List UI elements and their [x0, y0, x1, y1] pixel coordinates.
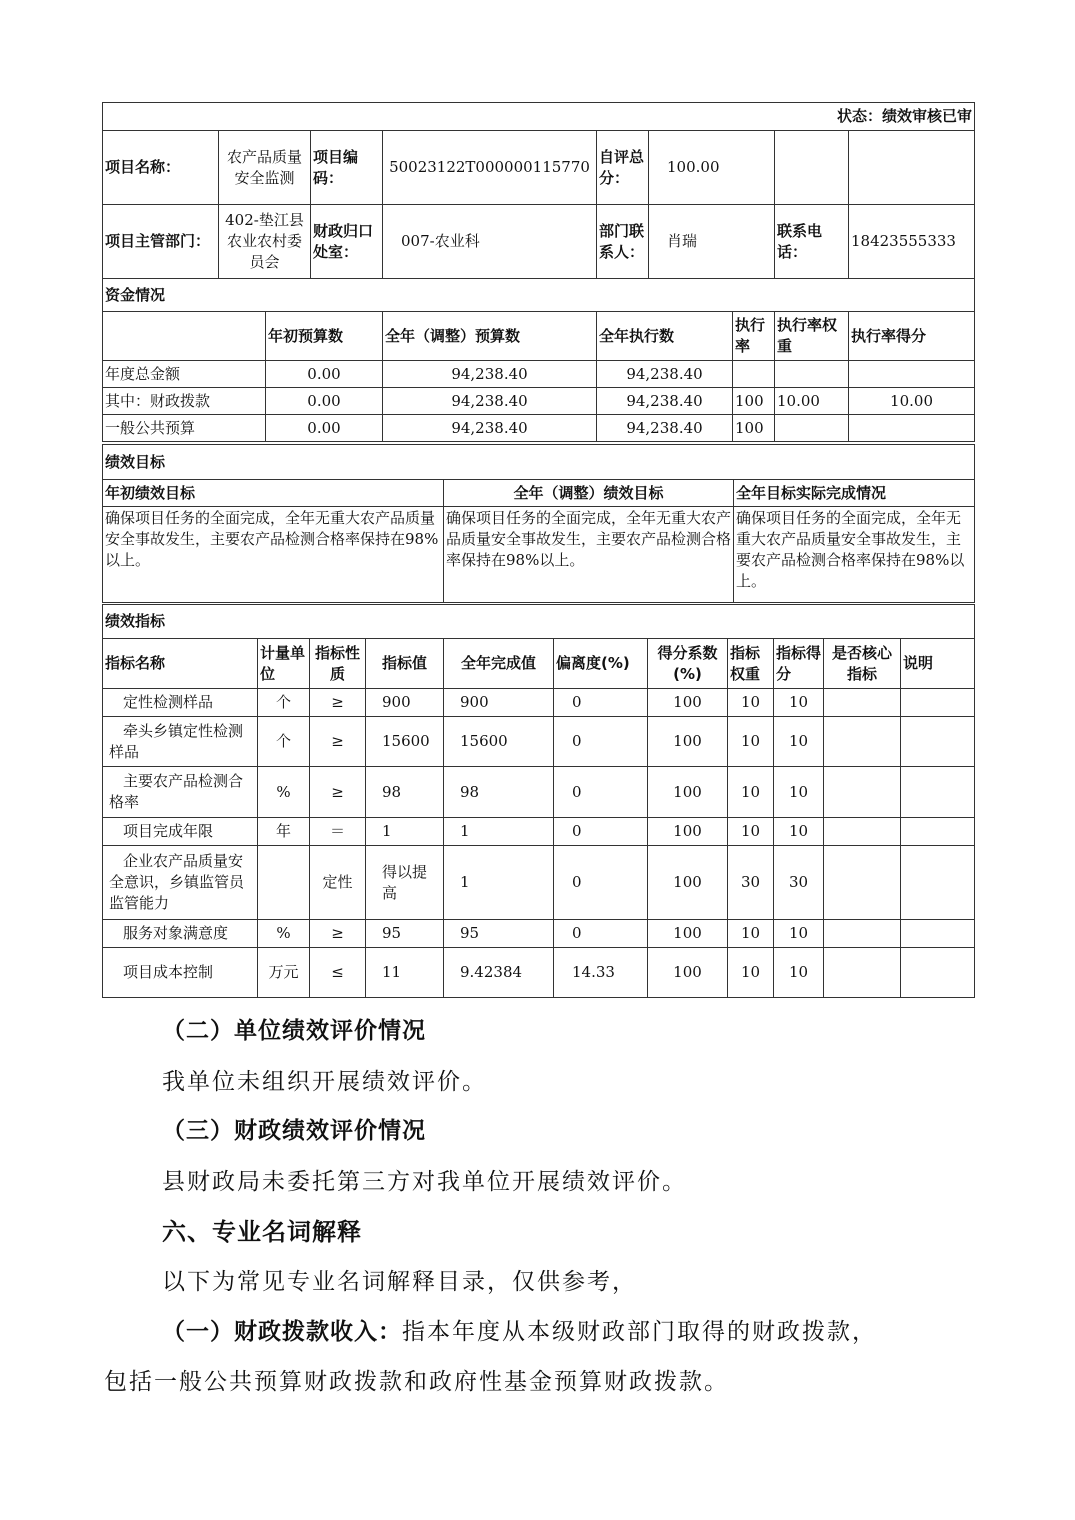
table-row: [103, 361, 975, 388]
indicator-cell: 1: [444, 846, 554, 920]
indicator-cell: 10: [774, 767, 824, 818]
term-definition-continuation: 包括一般公共预算财政拨款和政府性基金预算财政拨款。: [104, 1369, 729, 1395]
funds-cell: 0.00: [266, 388, 383, 415]
goals-header-cell: 全年（调整）绩效目标: [444, 480, 734, 507]
table-row: [103, 846, 975, 920]
table-row: [103, 920, 975, 948]
funds-cell: 100: [733, 388, 775, 415]
funds-cell: [775, 415, 849, 442]
indicator-cell: 0: [554, 767, 648, 818]
funds-header-cell: 执行率: [733, 312, 775, 361]
indicator-cell: 服务对象满意度: [103, 920, 258, 948]
dept-label: 项目主管部门：: [103, 205, 219, 279]
funds-cell: [849, 361, 975, 388]
indicator-cell: ≥: [310, 767, 366, 818]
indicator-cell: 10: [728, 818, 774, 846]
funds-header-cell: [103, 312, 266, 361]
indicator-cell: 定性检测样品: [103, 689, 258, 717]
indicator-cell: [824, 689, 901, 717]
table-row: [103, 717, 975, 767]
funds-cell: 10.00: [849, 388, 975, 415]
table-row: [103, 507, 975, 603]
dept-value: 402-垫江县农业农村委员会: [219, 205, 311, 279]
heading-unit-evaluation: （二）单位绩效评价情况: [162, 1018, 426, 1044]
indicator-cell: [901, 818, 975, 846]
indicator-cell: 98: [366, 767, 444, 818]
funds-cell: 94,238.40: [383, 361, 597, 388]
indicator-cell: [824, 920, 901, 948]
funds-header-cell: 执行率得分: [849, 312, 975, 361]
funds-cell: 94,238.40: [597, 361, 733, 388]
indicator-cell: 10: [774, 689, 824, 717]
indicator-cell: 个: [258, 717, 310, 767]
indicator-cell: [824, 767, 901, 818]
indicator-header-cell: 计量单位: [258, 639, 310, 689]
indicator-cell: 900: [366, 689, 444, 717]
goals-header-cell: 年初绩效目标: [103, 480, 444, 507]
empty-cell: [775, 131, 849, 205]
table-row: [103, 415, 975, 442]
indicator-cell: 95: [444, 920, 554, 948]
self-score-value: 100.00: [649, 131, 775, 205]
indicator-cell: 100: [648, 920, 728, 948]
goal-text: 确保项目任务的全面完成，全年无重大农产品质量安全事故发生，主要农产品检测合格率保持在98%以上。: [734, 507, 975, 603]
funds-cell: 10.00: [775, 388, 849, 415]
indicator-cell: 10: [774, 920, 824, 948]
indicator-cell: 10: [728, 920, 774, 948]
indicator-header-cell: 得分系数(%): [648, 639, 728, 689]
indicator-header-cell: 指标权重: [728, 639, 774, 689]
indicator-cell: [901, 689, 975, 717]
funds-cell: 94,238.40: [383, 388, 597, 415]
indicator-cell: 年: [258, 818, 310, 846]
indicator-cell: 0: [554, 717, 648, 767]
indicator-cell: 企业农产品质量安全意识，乡镇监管员监管能力: [103, 846, 258, 920]
indicator-cell: 9.42384: [444, 948, 554, 998]
funds-section-title: 资金情况: [103, 279, 975, 312]
phone-label: 联系电话：: [775, 205, 849, 279]
indicator-header-cell: 说明: [901, 639, 975, 689]
indicator-cell: 10: [774, 948, 824, 998]
indicator-cell: 1: [444, 818, 554, 846]
funds-header-cell: 全年（调整）预算数: [383, 312, 597, 361]
heading-terms: 六、专业名词解释: [162, 1218, 362, 1246]
indicator-cell: 项目完成年限: [103, 818, 258, 846]
indicator-cell: 15600: [366, 717, 444, 767]
indicator-cell: ≥: [310, 689, 366, 717]
goals-header-cell: 全年目标实际完成情况: [734, 480, 975, 507]
indicators-table: [102, 604, 975, 998]
table-row: [103, 388, 975, 415]
indicator-cell: 30: [774, 846, 824, 920]
table-row: [103, 767, 975, 818]
indicator-cell: 98: [444, 767, 554, 818]
indicator-cell: 10: [728, 948, 774, 998]
indicator-cell: 100: [648, 818, 728, 846]
term-text: 指本年度从本级财政部门取得的财政拨款，: [402, 1319, 877, 1345]
indicator-cell: 1: [366, 818, 444, 846]
funds-table: [102, 278, 975, 442]
indicator-header-cell: 指标名称: [103, 639, 258, 689]
indicator-header-cell: 指标值: [366, 639, 444, 689]
self-score-label: 自评总分：: [597, 131, 649, 205]
indicator-header-cell: 偏离度(%): [554, 639, 648, 689]
funds-cell: 一般公共预算: [103, 415, 266, 442]
contact-label: 部门联系人：: [597, 205, 649, 279]
table-row: [103, 689, 975, 717]
indicator-header-cell: 指标性质: [310, 639, 366, 689]
indicator-cell: 0: [554, 846, 648, 920]
indicator-cell: [824, 948, 901, 998]
indicator-cell: 10: [774, 717, 824, 767]
indicator-header-cell: 是否核心指标: [824, 639, 901, 689]
indicator-cell: [824, 846, 901, 920]
indicator-cell: 0: [554, 689, 648, 717]
indicator-cell: 100: [648, 948, 728, 998]
table-row: [103, 948, 975, 998]
indicators-section-title: 绩效指标: [103, 605, 975, 639]
indicator-cell: 0: [554, 818, 648, 846]
finance-office-label: 财政归口处室：: [311, 205, 383, 279]
funds-cell: [733, 361, 775, 388]
funds-header-cell: 年初预算数: [266, 312, 383, 361]
funds-cell: [775, 361, 849, 388]
project-code-value: 50023122T000000115770: [383, 131, 597, 205]
indicator-cell: 10: [728, 767, 774, 818]
funds-cell: 0.00: [266, 415, 383, 442]
indicator-cell: 得以提高: [366, 846, 444, 920]
indicator-cell: [901, 846, 975, 920]
funds-cell: 其中：财政拨款: [103, 388, 266, 415]
indicator-cell: ＝: [310, 818, 366, 846]
goal-text: 确保项目任务的全面完成，全年无重大农产品质量安全事故发生，主要农产品检测合格率保持在98%以上。: [103, 507, 444, 603]
goals-header-row: [103, 480, 975, 507]
indicator-cell: 30: [728, 846, 774, 920]
indicator-cell: 主要农产品检测合格率: [103, 767, 258, 818]
indicator-cell: 100: [648, 717, 728, 767]
indicator-cell: 万元: [258, 948, 310, 998]
project-code-label: 项目编码：: [311, 131, 383, 205]
funds-cell: 94,238.40: [383, 415, 597, 442]
indicator-cell: [901, 717, 975, 767]
empty-cell: [849, 131, 975, 205]
project-name-value: 农产品质量安全监测: [219, 131, 311, 205]
indicator-cell: 100: [648, 846, 728, 920]
indicator-cell: 定性: [310, 846, 366, 920]
indicator-cell: [258, 846, 310, 920]
project-name-label: 项目名称：: [103, 131, 219, 205]
indicator-cell: [901, 920, 975, 948]
indicators-body: [103, 689, 975, 998]
indicator-cell: ≤: [310, 948, 366, 998]
funds-cell: [849, 415, 975, 442]
indicator-cell: 14.33: [554, 948, 648, 998]
goal-text: 确保项目任务的全面完成，全年无重大农产品质量安全事故发生，主要农产品检测合格率保持在98%以上。: [444, 507, 734, 603]
funds-cell: 94,238.40: [597, 415, 733, 442]
indicator-cell: [901, 767, 975, 818]
paragraph-terms-intro: 以下为常见专业名词解释目录，仅供参考，: [162, 1269, 637, 1295]
indicator-cell: 11: [366, 948, 444, 998]
indicators-header-row: [103, 639, 975, 689]
funds-cell: 年度总金额: [103, 361, 266, 388]
indicator-cell: 项目成本控制: [103, 948, 258, 998]
indicator-cell: [824, 717, 901, 767]
funds-header-cell: 全年执行数: [597, 312, 733, 361]
finance-office-value: 007-农业科: [383, 205, 597, 279]
indicator-cell: [824, 818, 901, 846]
indicator-cell: 10: [774, 818, 824, 846]
phone-value: 18423555333: [849, 205, 975, 279]
table-row: [103, 818, 975, 846]
indicator-cell: %: [258, 920, 310, 948]
goals-table: [102, 444, 975, 603]
project-info-table: [102, 102, 975, 279]
funds-header-row: [103, 312, 975, 361]
heading-finance-evaluation: （三）财政绩效评价情况: [162, 1118, 426, 1144]
indicator-cell: ≥: [310, 920, 366, 948]
paragraph-unit-evaluation: 我单位未组织开展绩效评价。: [162, 1069, 487, 1095]
indicator-header-cell: 全年完成值: [444, 639, 554, 689]
indicator-cell: 10: [728, 717, 774, 767]
funds-cell: 0.00: [266, 361, 383, 388]
funds-cell: 94,238.40: [597, 388, 733, 415]
indicator-cell: 100: [648, 767, 728, 818]
contact-value: 肖瑞: [649, 205, 775, 279]
indicator-cell: %: [258, 767, 310, 818]
indicator-cell: ≥: [310, 717, 366, 767]
term-label: （一）财政拨款收入：: [162, 1319, 402, 1345]
paragraph-finance-evaluation: 县财政局未委托第三方对我单位开展绩效评价。: [162, 1169, 687, 1195]
indicator-cell: 900: [444, 689, 554, 717]
status-label: 状态：绩效审核已审: [103, 103, 975, 131]
funds-header-cell: 执行率权重: [775, 312, 849, 361]
indicator-cell: 15600: [444, 717, 554, 767]
goals-section-title: 绩效目标: [103, 445, 975, 480]
indicator-cell: 牵头乡镇定性检测样品: [103, 717, 258, 767]
indicator-cell: [901, 948, 975, 998]
indicator-cell: 10: [728, 689, 774, 717]
indicator-cell: 100: [648, 689, 728, 717]
indicator-cell: 个: [258, 689, 310, 717]
indicator-cell: 0: [554, 920, 648, 948]
indicator-cell: 95: [366, 920, 444, 948]
term-definition-line: [162, 1313, 877, 1346]
funds-cell: 100: [733, 415, 775, 442]
indicator-header-cell: 指标得分: [774, 639, 824, 689]
